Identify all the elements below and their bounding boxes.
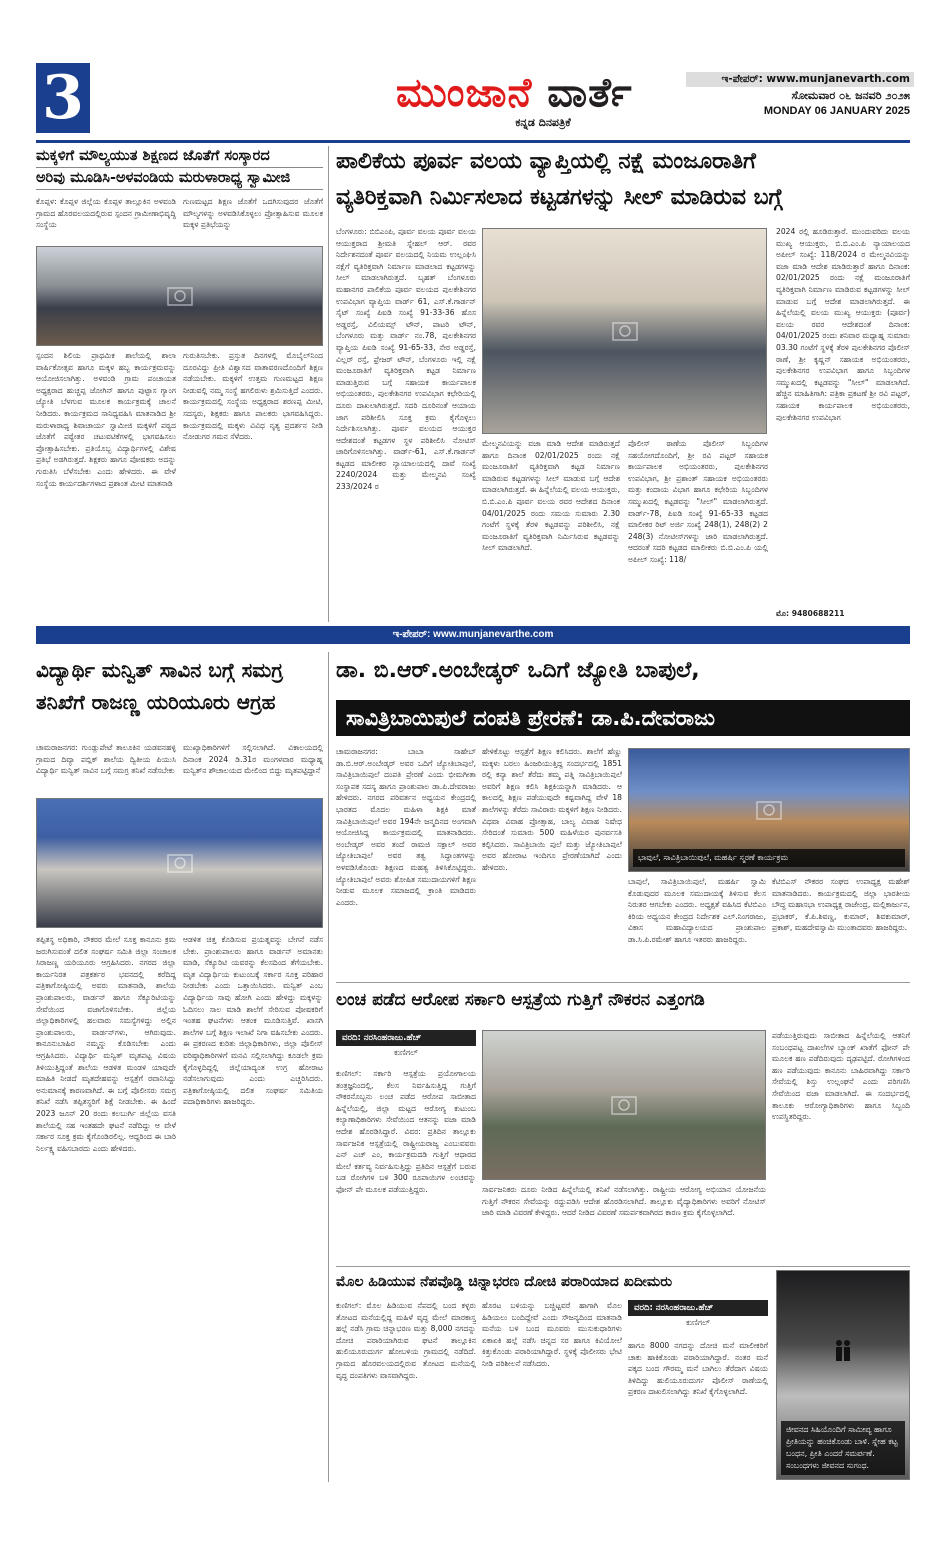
- article-ambedkar-headline-1: [336, 654, 910, 690]
- english-date: MONDAY 06 JANUARY 2025: [763, 105, 910, 117]
- article-body: ಬೆಂಗಳೂರು: ಬಿಬಿಎಂಪಿ, ಪೂರ್ವ ವಲಯ ಪೂರ್ವ ವಲಯ ಆಯುಕ್ತರಾದ ಶ್ರೀಮತಿ ಸ್ನೇಹಲ್ ಆರ್. ರವರ ನಿರ್ದೇಶನದಂತೆ ಪೂರ್ವ ವಲಯದಲ್ಲಿ ನಿಯಮ ಉಲ್ಲಂಘಿಸಿ ನಕ್ಷೆಗೆ ವ್ಯತಿರಿಕ್ತವಾಗಿ ನಿರ್ಮಾಣ ಮಾಡಲಾದ ಕಟ್ಟಡಗಳನ್ನು ಸೀಲ್ ಮಾಡಲಾಗಿರುತ್ತದೆ. ಬೃಹತ್ ಬೆಂಗಳೂರು ಮಹಾನಗರ ಪಾಲಿಕೆಯ ಪೂರ್ವ ವಲಯದ ಪುಲಕೇಶಿನಗರ ಉಪವಿಭಾಗ ವ್ಯಾಪ್ತಿಯ ವಾರ್ಡ್ 61, ಎಸ್.ಕೆ.ಗಾರ್ಡನ್ ಸೈಟ್ ಸಂಖ್ಯೆ ಪಿಐಡಿ ಸಂಖ್ಯೆ 91-33-36 ಹೊಸ ಅಡ್ಡರಸ್ತೆ, ವಿಲಿಯಮ್ಸ್ ಟೌನ್, ಪಾಟರಿ ಟೌನ್, ಬೆಂಗಳೂರು ಮತ್ತು ವಾರ್ಡ್ ನಂ.78, ಪುಲಕೇಶಿನಗರ ವ್ಯಾಪ್ತಿಯ ಪಿಐಡಿ ಸಂಖ್ಯೆ 91-65-33, ನೇರ ಅಡ್ಡರಸ್ತೆ, ವಿಲ್ಲರ್ ರಸ್ತೆ, ಫ್ರೇಜರ್ ಟೌನ್, ಬೆಂಗಳೂರು ಇಲ್ಲಿ ನಕ್ಷೆ ಮಂಜೂರಾತಿಗೆ ವ್ಯತಿರಿಕ್ತವಾಗಿ ಕಟ್ಟಡ ನಿರ್ಮಾಣ ಮಾಡುತ್ತಿರುವ ಬಗ್ಗೆ ಸಹಾಯಕ ಕಾರ್ಯಪಾಲಕ ಅಭಿಯಂತರರು, ಪುಲಕೇಶಿನಗರ ಉಪವಿಭಾಗ ಕಛೇರಿಯಲ್ಲಿ ದೂರು ದಾಖಲಾಗಿರುತ್ತದೆ. ಸದರಿ ದೂರಿನಂತೆ ಆಯಾಯ ಜಾಗ ಪರಿಶೀಲಿಸಿ ಸೂಕ್ತ ಕ್ರಮ ಕೈಗೊಳ್ಳಲು ನಿರ್ದೇಶಿಸಲಾಗಿತ್ತು. ಪೂರ್ವ ವಲಯದ ಆಯುಕ್ತರ ಆದೇಶದಂತೆ ಕಟ್ಟಡಗಳ ಸ್ಥಳ ಪರಿಶೀಲಿಸಿ ನೋಟಿಸ್ ಜಾರಿಗೊಳಿಸಲಾಗಿತ್ತು. ವಾರ್ಡ್-61, ಎಸ್.ಕೆ.ಗಾರ್ಡನ್ ಕಟ್ಟಡದ ಮಾಲೀಕರ ನ್ಯಾಯಾಲಯದಲ್ಲಿ ದಾವೆ ಸಂಖ್ಯೆ 2240/2024 ಮತ್ತು ಮೇಲ್ಮನವಿ ಸಂಖ್ಯೆ 233/2024 ರ: [336, 227, 476, 492]
- row-divider: [336, 1266, 910, 1267]
- article-body: ಹೊರಟ ಬಳಿಯನ್ನು ಬಚ್ಚಿಟ್ಟವರೆ ಹಾಗಾಗಿ ಮೊಲ ಹಿಡಿಯಲು ಬಂದಿದ್ದೇವೆ ಎಂದು ಸೌಜನ್ಯದಿಂದ ಮಾತನಾಡಿ ಮನೆಯ ಬಳಿ ಬಂದ ಮೂವರು ಮುಸುಕುಧಾರಿಗಳು ಏಕಾಏಕಿ ಹಲ್ಲೆ ನಡೆಸಿ ಚಿನ್ನದ ಸರ ಹಾಗೂ ಕಿವಿಯೋಲೆ ಕಿತ್ತುಕೊಂಡು ಪರಾರಿಯಾಗಿದ್ದಾರೆ. ಸ್ಥಳಕ್ಕೆ ಪೊಲೀಸರು ಭೇಟಿ ನೀಡಿ ಪರಿಶೀಲನೆ ನಡೆಸಿದರು.: [482, 1301, 622, 1368]
- sealing-photo: [482, 228, 767, 434]
- masthead-rule: [36, 140, 910, 143]
- column-divider: [328, 652, 329, 1482]
- byline-box: [628, 1300, 768, 1332]
- photo-icon: [609, 1090, 639, 1120]
- title-part-1: ಮುಂಜಾನೆ: [396, 70, 533, 116]
- article-ambedkar-headline-2: ಸಾವಿತ್ರಿಬಾಯಿಪುಲೆ ದಂಪತಿ ಪ್ರೇರಣೆ: ಡಾ.ಪಿ.ದೇವರಾಜು: [336, 700, 910, 736]
- newspaper-title: [396, 70, 676, 116]
- quote-image: [776, 1270, 910, 1480]
- couple-silhouette-icon: [828, 1335, 858, 1365]
- article-body: ಚಾಮರಾಜನಗರ: ಬಾಬಾ ಸಾಹೇಬ್ ಡಾ.ಬಿ.ಆರ್.ಅಂಬೇಡ್ಕರ್ ಅವರ ಒದಿಗೆ ಜ್ಯೋತಿಬಾಪುಲೆ, ಸಾವಿತ್ರಿಬಾಯಿಪುಲೆ ದಂಪತಿ ಪ್ರೇರಣೆ ಎಂದು ಭೀಮಗೀತಾ ಸಂಸ್ಥಾಪಕ ಸದಸ್ಯ ಹಾಗೂ ಪ್ರಾಂಶುಪಾಲ ಡಾ.ಪಿ.ದೇವರಾಜು ಹೇಳಿದರು. ನಗರದ ಪರಿವರ್ತನ ಅಧ್ಯಯನ ಕೇಂದ್ರದಲ್ಲಿ ಭಾರತದ ಮೊದಲ ಮಹಿಳಾ ಶಿಕ್ಷಕಿ ಮಾತೆ ಸಾವಿತ್ರಿಬಾಯಿಪುಲೆ ಅವರ 194ನೇ ಜನ್ಮದಿನದ ಅಂಗವಾಗಿ ಆಯೋಜಿಸಿದ್ದ ಕಾರ್ಯಕ್ರಮದಲ್ಲಿ ಮಾತನಾಡಿದರು. ಅಂಬೇಡ್ಕರ್ ಅವರ ತಂದೆ ರಾಮಜಿ ಸಕ್ಪಾಲ್ ಅವರ ಜ್ಯೋತಿಬಾಪುಲೆ ಅವರ ತತ್ವ ಸಿದ್ಧಾಂತಗಳನ್ನು ಅಳವಡಿಸಿಕೊಂಡು ಶಿಕ್ಷಣದ ಮಹತ್ವ ತಿಳಿಸಿಕೊಟ್ಟಿದ್ದರು. ಜ್ಯೋತಿಬಾಪುಲೆ ಅವರು ಶೋಷಿತ ಸಮುದಾಯಗಳಿಗೆ ಶಿಕ್ಷಣ ನೀಡುವ ಮೂಲಕ ಸಮಾಜದಲ್ಲಿ ಕ್ರಾಂತಿ ಮಾಡಿದರು ಎಂದರು.: [336, 747, 476, 907]
- newspaper-tagline: ಕನ್ನಡ ದಿನಪತ್ರಿಕೆ: [515, 116, 571, 129]
- photo-caption: ಭಾವುಲೆ, ಸಾವಿತ್ರಿಬಾಯಿಪುಲೆ, ಮಹರ್ಷಿ ಸ್ಮರಣೆ ಕಾರ್ಯಕ್ರಮ: [633, 849, 905, 867]
- byline-box: [336, 1030, 476, 1062]
- article-chain-snatch-headline: ಮೊಲ ಹಿಡಿಯುವ ನೆಪವೊಡ್ಡಿ ಚಿನ್ನಾಭರಣ ದೋಚಿ ಪರಾರಿಯಾದ ಖದೀಮರು: [336, 1274, 673, 1290]
- hospital-photo: [482, 1030, 766, 1180]
- article-body: ಆಡಳಿತ ಚಿತ್ತ ಕೊಡಿಸುವ ಪ್ರಯತ್ನವನ್ನು ಬೇಗನೆ ನಡೆಸ ಬೇಕು. ಪ್ರಾಂಶುಪಾಲರು ಹಾಗೂ ವಾರ್ಡನ್ ಅಮಾನತು ಮಾಡಿ, ಸೆಕ್ಯೂರಿಟಿ ಯವರನ್ನು ಕೆಲಸದಿಂದ ತೆಗೆಯಬೇಕು. ಮೃತ ವಿದ್ಯಾರ್ಥಿಯ ಕುಟುಂಬಕ್ಕೆ ಸರ್ಕಾರ ಸೂಕ್ತ ಪರಿಹಾರ ನೀಡಬೇಕು ಎಂದು ಒತ್ತಾಯಿಸಿದರು. ಮನ್ವಿತ್ ಎಂಬ ವಿದ್ಯಾರ್ಥಿಯ ಸಾವು ಹೋಗಿ ಎಂದು ಹೇಳಿದ್ದು ಮಕ್ಕಳನ್ನು ಓದಿಸಲು ಸಾಲ ಮಾಡಿ ಶಾಲೆಗೆ ಸೇರಿಸುವ ಪೋಷಕರಿಗೆ ಇಂತಹ ಘಟನೆಗಳು ಆತಂಕ ಮೂಡಿಸುತ್ತಿವೆ. ಖಾಸಗಿ ಶಾಲೆಗಳ ಬಗ್ಗೆ ಶಿಕ್ಷಣ ಇಲಾಖೆ ನಿಗಾ ವಹಿಸಬೇಕು ಎಂದರು. ಈ ಪ್ರಕರಣದ ಕುರಿತು ಜಿಲ್ಲಾಧಿಕಾರಿಗಳು, ಜಿಲ್ಲಾ ಪೊಲೀಸ್ ವರಿಷ್ಠಾಧಿಕಾರಿಗಳಿಗೆ ಮನವಿ ಸಲ್ಲಿಸಲಾಗಿದ್ದು ಕೂಡಲೇ ಕ್ರಮ ಕೈಗೊಳ್ಳದಿದ್ದಲ್ಲಿ ಜಿಲ್ಲೆಯಾದ್ಯಂತ ಉಗ್ರ ಹೋರಾಟ ನಡೆಸಲಾಗುವುದು ಎಂದು ಎಚ್ಚರಿಸಿದರು. ಪತ್ರಿಕಾಗೋಷ್ಠಿಯಲ್ಲಿ ದಲಿತ ಸಂಘರ್ಷ ಸಮಿತಿಯ ಪದಾಧಿಕಾರಿಗಳು ಹಾಜರಿದ್ದರು.: [183, 935, 323, 1107]
- press-meet-photo: [36, 798, 323, 928]
- photo-icon: [165, 281, 195, 311]
- headline-line: ವ್ಯತಿರಿಕ್ತವಾಗಿ ನಿರ್ಮಿಸಲಾದ ಕಟ್ಟಡಗಳನ್ನು ಸೀಲ್ ಮಾಡಿರುವ ಬಗ್ಗೆ: [336, 185, 783, 210]
- article-body: ಪೊಲೀಸ್ ಠಾಣೆಯ ಪೊಲೀಸ್ ಸಿಬ್ಬಂದಿಗಳ ಸಹಯೋಗದೊಂದಿಗೆ, ಶ್ರೀ ರವಿ ಪಟ್ಟರ್ ಸಹಾಯಕ ಕಾರ್ಯಪಾಲಕ ಅಭಿಯಂತರರು, ಪುಲಕೇಶಿನಗರ ಉಪವಿಭಾಗ, ಶ್ರೀ ಪ್ರಶಾಂತ್ ಸಹಾಯಕ ಅಭಿಯಂತರರು ಮತ್ತು ಕಂದಾಯ ವಿಭಾಗ ಹಾಗೂ ಕಛೇರಿಯ ಸಿಬ್ಬಂದಿಗಳ ಸಮ್ಮುಖದಲ್ಲಿ ಕಟ್ಟಡವನ್ನು "ಸೀಲ್" ಮಾಡಲಾಗಿರುತ್ತದೆ. ವಾರ್ಡ್-78, ಪಿಐಡಿ ಸಂಖ್ಯೆ 91-65-33 ಕಟ್ಟಡದ ಮಾಲೀಕರ ರಿಟ್ ಅರ್ಜಿ ಸಂಖ್ಯೆ 248(1), 248(2) 2 248(3) ನೋಟೀಸ್‌ಗಳನ್ನು ಜಾರಿ ಮಾಡಲಾಗಿರುತ್ತದೆ. ಆದರಂತೆ ಸದರಿ ಕಟ್ಟಡದ ಮಾಲೀಕರು ಬಿ.ಬಿ.ಎಂ.ಪಿ ಯಲ್ಲಿ ಅಪೀಲ್ ಸಂಖ್ಯೆ: 118/: [628, 439, 768, 564]
- article-body: ತಪ್ಪಿತಸ್ಥ ಅಧಿಕಾರಿ, ನೌಕರರ ಮೇಲೆ ಸೂಕ್ತ ಕಾನೂನು ಕ್ರಮ ಜರುಗಿಸುವಂತೆ ದಲಿತ ಸಂಘರ್ಷ ಸಮಿತಿ ಜಿಲ್ಲಾ ಸಂಚಾಲಕ ಸಿರಾಜಣ್ಣ ಯರಿಯೂರು ಆಗ್ರಹಿಸಿದರು. ನಗರದ ಜಿಲ್ಲಾ ಕಾರ್ಯನಿರತ ಪತ್ರಕರ್ತರ ಭವನದಲ್ಲಿ ಕರೆದಿದ್ದ ಪತ್ರಿಕಾಗೋಷ್ಠಿಯಲ್ಲಿ ಅವರು ಮಾತನಾಡಿ, ಶಾಲೆಯ ಪ್ರಾಂಶುಪಾಲರು, ವಾರ್ಡನ್ ಹಾಗೂ ಸೆಕ್ಯೂರಿಟಿಯನ್ನು ಸೇವೆಯಿಂದ ವಜಾಗೊಳಿಸಬೇಕು. ಜಿಲ್ಲೆಯ ಜಿಲ್ಲಾಧಿಕಾರಿಗಳಲ್ಲಿ ಹಲವಾರು ಸಮಸ್ಯೆಗಳಿದ್ದು ಅಲ್ಲಿನ ಪ್ರಾಂಶುಪಾಲರು, ವಾರ್ಡನ್‌ಗಳು, ಆಗಿರುವುದು. ಕಾನೂನುಬಾಹಿರ ನಮ್ಮನ್ನು ಕೊಡಿಸಬೇಕು ಎಂದು ಆಗ್ರಹಿಸಿದರು. ವಿದ್ಯಾರ್ಥಿ ಮನ್ವಿತ್ ಮೃತಪಟ್ಟ ವಿಷಯ ತಿಳಿಯುತ್ತಿದ್ದಂತೆ ಶಾಲೆಯ ಆಡಳಿತ ಮಂಡಳಿ ಯಾವುದೇ ಮಾಹಿತಿ ನೀಡದೆ ಮೃತದೇಹವನ್ನು ಆಸ್ಪತ್ರೆಗೆ ರವಾನಿಸಿದ್ದು ಅನುಮಾನಕ್ಕೆ ಕಾರಣವಾಗಿದೆ. ಈ ಬಗ್ಗೆ ಪೊಲೀಸರು ಸಮಗ್ರ ತನಿಖೆ ನಡೆಸಿ ತಪ್ಪಿತಸ್ಥರಿಗೆ ಶಿಕ್ಷೆ ನೀಡಬೇಕು. ಈ ಹಿಂದೆ 2023 ಜೂನ್ 20 ರಂದು ಕಲಬುರ್ಗಿ ಜಿಲ್ಲೆಯ ವಸತಿ ಶಾಲೆಯಲ್ಲಿ ಸಹ ಇಂತಹದೇ ಘಟನೆ ನಡೆದಿದ್ದು ಆ ವೇಳೆ ಸರ್ಕಾರ ಸೂಕ್ತ ಕ್ರಮ ಕೈಗೊಂಡಿರಲಿಲ್ಲ. ಆದ್ದರಿಂದ ಈ ಬಾರಿ ನಿರ್ಲಕ್ಷ್ಯ ವಹಿಸಬಾರದು ಎಂದು ಹೇಳಿದರು.: [36, 935, 176, 1153]
- quote-caption: ಜೀವನದ ಸಿಹಿಯೊಂದಿಗೆ ಸಾಮೀಪ್ಯ ಹಾಗೂ ಪ್ರೀತಿಯನ್ನು ಹಂಚಿಕೊಂಡು ಬಾಳಿ. ಸ್ನೇಹ ಕಟ್ಟ ಬಂಧನ, ಪ್ರೀತಿ ಎಂದರೆ ಸಮರ್ಪಣೆ. ಸಂಬಂಧಗಳು ಜೀವನದ ಸುಗಂಧ.: [781, 1421, 905, 1475]
- headline-line: ಅರಿವು ಮೂಡಿಸಿ-ಅಳವಂಡಿಯ ಮರುಳಾರಾಧ್ಯ ಸ್ವಾಮೀಜಿ: [36, 168, 323, 190]
- headline-line: ಡಾ. ಬಿ.ಆರ್.ಅಂಬೇಡ್ಕರ್ ಒದಿಗೆ ಜ್ಯೋತಿ ಬಾಪುಲೆ,: [336, 658, 700, 683]
- article-body: ಕೆಟಿಬಿಎಸ್ ನೌಕರರ ಸಂಘದ ಉಪಾಧ್ಯಕ್ಷ ಮಹೇಶ್ ಮಾತನಾಡಿದರು. ಕಾರ್ಯಕ್ರಮದಲ್ಲಿ ಜಿಲ್ಲಾ ಭಾರತೀಯ ಬೌದ್ಧ ಮಹಾಸಭಾ ಉಪಾಧ್ಯಕ್ಷ ರಾಜೇಂದ್ರ, ಮಲ್ಲಿಕಾರ್ಜುನ, ಪ್ರಭಾಕರ್, ಕೆ.ಪಿ.ಶಿವಣ್ಣ, ಕುಮಾರ್, ಶಿವಕುಮಾರ್, ಪ್ರಕಾಶ್, ಮಹದೇವಸ್ವಾಮಿ ಮುಂತಾದವರು ಹಾಜರಿದ್ದರು.: [772, 877, 910, 933]
- article-body: ಹಾಗೂ 8000 ನಗದನ್ನು ದೋಚಿ ಮನೆ ಮಾಲೀಕರಿಗೆ ಚಾಕು ಹಾಕಿಕೊಂಡು ಪರಾರಿಯಾಗಿದ್ದಾರೆ. ನಂತರ ಮನೆ ಪಕ್ಕದ ಬಂದ ಗೌರಮ್ಮ ಮನೆ ಬಾಗಿಲು ತೆರೆದಾಗ ವಿಷಯ ತಿಳಿದಿದ್ದು ಹುಲಿಯೂರುದುರ್ಗ ಪೊಲೀಸ್ ಠಾಣೆಯಲ್ಲಿ ಪ್ರಕರಣ ದಾಖಲಿಸಲಾಗಿದ್ದು ತನಿಖೆ ಕೈಗೊಳ್ಳಲಾಗಿದೆ.: [628, 1341, 768, 1397]
- article-body: 2024 ರಲ್ಲಿ ಹೂಡಿರುತ್ತಾರೆ. ಮುಂದುವರಿದು ವಲಯ ಮುಖ್ಯ ಆಯುಕ್ತರು, ಬಿ.ಬಿ.ಎಂ.ಪಿ ನ್ಯಾಯಾಲಯದ ಅಪೀಲ್ ಸಂಖ್ಯೆ: 118/2024 ರ ಮೇಲ್ಮನವಿಯನ್ನು ವಜಾ ಮಾಡಿ ಆದೇಶ ಮಾಡಿರುತ್ತಾರೆ ಹಾಗೂ ದಿನಾಂಕ: 02/01/2025 ರಂದು ನಕ್ಷೆ ಮಂಜೂರಾತಿಗೆ ವ್ಯತಿರಿಕ್ತವಾಗಿ ನಿರ್ಮಾಣ ಮಾಡಿರುವ ಕಟ್ಟಡಗಳನ್ನು ಸೀಲ್ ಮಾಡುವ ಬಗ್ಗೆ ಆದೇಶ ಮಾಡಲಾಗಿರುತ್ತದೆ. ಈ ಹಿನ್ನೆಲೆಯಲ್ಲಿ ವಲಯ ಮುಖ್ಯ ಆಯುಕ್ತರು (ಪೂರ್ವ) ವಲಯ ರವರ ಆದೇಶದಂತೆ ದಿನಾಂಕ: 04/01/2025 ರಂದು ಶನಿವಾರ ಮಧ್ಯಾಹ್ನ ಸುಮಾರು 03.30 ಗಂಟೆಗೆ ಸ್ಥಳಕ್ಕೆ ತೆರಳಿ ಪುಲಕೇಶಿನಗರ ಪೊಲೀಸ್ ಠಾಣೆ, ಶ್ರೀ ಕೃಷ್ಣನ್ ಸಹಾಯಕ ಅಭಿಯಂತರರು, ಪುಲಕೇಶಿನಗರ ಉಪವಿಭಾಗ ಹಾಗೂ ಸಿಬ್ಬಂದಿಗಳ ಸಮ್ಮುಖದಲ್ಲಿ ಕಟ್ಟಡವನ್ನು "ಸೀಲ್" ಮಾಡಲಾಗಿದೆ. ಹೆಚ್ಚಿನ ಮಾಹಿತಿಗಾಗಿ: ಪತ್ರಿಕಾ ಪ್ರಕಟಣೆ ಶ್ರೀ ರವಿ ಪಟ್ಟರ್, ಸಹಾಯಕ ಕಾರ್ಯಪಾಲಕ ಅಭಿಯಂತರರು, ಪುಲಕೇಶಿನಗರ ಉಪವಿಭಾಗ: [776, 227, 910, 422]
- article-body: ಕೊಪ್ಪಳ: ಕೊಪ್ಪಳ ಜಿಲ್ಲೆಯ ಕೊಪ್ಪಳ ತಾಲ್ಲೂಕಿನ ಅಳವಂಡಿ ಗ್ರಾಮದ ಹೊರವಲಯದಲ್ಲಿರುವ ಸ್ಪಂದನ ಗ್ರಾಮೀಣಾಭಿವೃದ್ಧಿ ಸಂಸ್ಥೆಯ: [36, 197, 176, 230]
- kannada-date: ಸೋಮವಾರ ೦೬ ಜನವರಿ ೨೦೨೫: [791, 89, 910, 102]
- article-body: ಕುಣಿಗಲ್: ಮೊಲ ಹಿಡಿಯುವ ನೆಪದಲ್ಲಿ ಬಂದ ಕಳ್ಳರು ತೋಟದ ಮನೆಯಲ್ಲಿದ್ದ ಮಹಿಳೆ ವೃದ್ಧ ಮೇಲೆ ಮಾರಕಾಸ್ತ್ರ ಹಲ್ಲೆ ನಡೆಸಿ ಗ್ರಾಮ ಚಿನ್ನಾಭರಣ ಮತ್ತು 8,000 ನಗದನ್ನು ದೋಚಿ ಪರಾರಿಯಾಗಿರುವ ಘಟನೆ ತಾಲ್ಲೂಕಿನ ಹುಲಿಯೂರುದುರ್ಗ ಹೋಬಳಿಯ ಗ್ರಾಮದಲ್ಲಿ ನಡೆದಿದೆ. ಗ್ರಾಮದ ಹೊರವಲಯದಲ್ಲಿರುವ ತೋಟದ ಮನೆಯಲ್ಲಿ ವೃದ್ಧ ದಂಪತಿಗಳು ವಾಸವಾಗಿದ್ದರು.: [336, 1301, 476, 1380]
- photo-icon: [165, 848, 195, 878]
- article-body: ಸಾರ್ವಜನಿಕರು ದೂರು ನೀಡಿದ ಹಿನ್ನೆಲೆಯಲ್ಲಿ ತನಿಖೆ ನಡೆಸಲಾಗಿತ್ತು. ರಾಷ್ಟ್ರೀಯ ಆರೋಗ್ಯ ಅಭಿಯಾನ ಯೋಜನೆಯ ಗುತ್ತಿಗೆ ನೌಕರನ ಸೇವೆಯನ್ನು ರದ್ದುಪಡಿಸಿ ಆದೇಶ ಹೊರಡಿಸಲಾಗಿದೆ. ತಾಲ್ಲೂಕು ವೈದ್ಯಾಧಿಕಾರಿಗಳು ಅವರಿಗೆ ನೋಟಿಸ್ ಜಾರಿ ಮಾಡಿ ವಿವರಣೆ ಕೇಳಿದ್ದರು. ಆದರೆ ನೀಡಿದ ವಿವರಣೆ ಸಮರ್ಪಕವಾಗಿರದ ಕಾರಣ ಕ್ರಮ ಕೈಗೊಳ್ಳಲಾಗಿದೆ.: [482, 1185, 766, 1218]
- article-student-death-headline: [36, 654, 323, 726]
- article-body: ಗುಣಮಟ್ಟದ ಶಿಕ್ಷಣ ಜೊತೆಗೆ ಒದಗಿಸುವುದರ ಜೊತೆಗೆ ಮೌಲ್ಯಗಳನ್ನು ಅಳವಡಿಸಿಕೊಳ್ಳಲು ಪ್ರೋತ್ಸಾಹಿಸುವ ಮೂಲಕ ಮಕ್ಕಳ ಪ್ರತಿಭೆಯನ್ನು: [183, 197, 323, 230]
- ceremony-photo: [36, 246, 323, 346]
- column-divider: [328, 146, 329, 622]
- byline-place: ಕುಣಿಗಲ್: [394, 1048, 418, 1057]
- article-body: ಬಾಪುಲೆ, ಸಾವಿತ್ರಿಬಾಯಿಪುಲೆ, ಮಹರ್ಷಿ ಸ್ವಾಮಿ ಕೊಡುವುದರ ಮೂಲಕ ಸಮುದಾಯಕ್ಕೆ ತಿಳಿಸುವ ಕೆಲಸ ನಿರುತರ ಆಗಬೇಕು ಎಂದರು. ಅಧ್ಯಕ್ಷತೆ ವಹಿಸಿದ ಕೆಟಿಬಿಎಂ ಕಿರಿಯ ಅಧ್ಯಯನ ಕೇಂದ್ರದ ನಿರ್ದೇಶಕ ಎಲ್.ನಿಂಗರಾಜು, ವಿಕಾಸ ಮಹಾವಿದ್ಯಾಲಯದ ಪ್ರಾಂಶುಪಾಲ ಡಾ.ಸಿ.ಪಿ.ರಮೇಶ್ ಹಾಗೂ ಇತರರು ಹಾಜರಿದ್ದರು.: [628, 877, 766, 944]
- byline: ವರದಿ: ನರಸಿಂಹರಾಜು.ಹೆಚ್: [628, 1300, 768, 1316]
- photo-icon: [610, 316, 640, 346]
- contact-phone: ಮೊ: 9480688211: [776, 609, 845, 618]
- byline: ವರದಿ: ನರಸಿಂಹರಾಜು.ಹೆಚ್: [336, 1030, 476, 1046]
- article-body: ಮುಖ್ಯಾಧಿಕಾರಿಗಳಿಗೆ ಸಲ್ಲಿಸಲಾಗಿದೆ. ವಿಕಾಲಯದಲ್ಲಿ ದಿನಾಂಕ 2024 ಡಿ.31ರ ಮಂಗಳವಾರ ಮಧ್ಯಾಹ್ನ ಮನ್ವಿತ್‌ನ ಶೌಚಾಲಯದ ಮೇಲಿಂದ ಬಿದ್ದು ಮೃತಪಟ್ಟಿದ್ದಾನೆ: [183, 743, 323, 776]
- article-body: ಹೇಳಿಕೊಟ್ಟು ಆಸ್ಪತ್ರೆಗೆ ಶಿಕ್ಷಣ ಕಲಿಸಿದರು. ಶಾಲೆಗೆ ಹೆಣ್ಣು ಮಕ್ಕಳು ಬರಲು ಹಿಂಜರಿಯುತ್ತಿದ್ದ ಸಂದರ್ಭದಲ್ಲಿ 1851 ರಲ್ಲಿ ಕನ್ಯಾ ಶಾಲೆ ತೆರೆದು ತಮ್ಮ ಪತ್ನಿ ಸಾವಿತ್ರಿಬಾಯಿಪುಲೆ ಅವರಿಗೆ ಶಿಕ್ಷಣ ಕಲಿಸಿ ಶಿಕ್ಷಕಿಯನ್ನಾಗಿ ಮಾಡಿದರು. ಆ ಕಾಲದಲ್ಲಿ ಶಿಕ್ಷಣ ಪಡೆಯುವುದೇ ಕಷ್ಟವಾಗಿದ್ದ ವೇಳೆ 18 ಶಾಲೆಗಳನ್ನು ತೆರೆದು ಸಾವಿರಾರು ಮಕ್ಕಳಿಗೆ ಶಿಕ್ಷಣ ನೀಡಿದರು. ವಿಧವಾ ವಿವಾಹ ಪ್ರೋತ್ಸಾಹ, ಬಾಲ್ಯ ವಿವಾಹ ನಿಷೇಧ ಸೇರಿದಂತೆ ಸುಮಾರು 500 ಮಹಿಳೆಯರ ಪುನರ್ವಸತಿ ಕಲ್ಪಿಸಿದರು. ಸಾವಿತ್ರಿಬಾಯಿ ಪುಲೆ ಮತ್ತು ಜ್ಯೋತಿಬಾಪುಲೆ ಅವರ ಹೋರಾಟ ಇಂದಿಗೂ ಪ್ರೇರಣೆಯಾಗಿದೆ ಎಂದು ಹೇಳಿದರು.: [482, 747, 622, 872]
- article-body: ಪಡೆಯುತ್ತಿರುವುದು ಸಾಬೀತಾದ ಹಿನ್ನೆಲೆಯಲ್ಲಿ ಆತನಿಗೆ ಸಂಬಂಧಪಟ್ಟ ದಾಖಲೆಗಳ ಬ್ಯಾಂಕ್ ಖಾತೆಗೆ ಫೋನ್ ಪೇ ಮೂಲಕ ಹಣ ಪಡೆದಿರುವುದು ದೃಢಪಟ್ಟಿದೆ. ರೋಗಿಗಳಿಂದ ಹಣ ಪಡೆಯುವುದು ಕಾನೂನು ಬಾಹಿರವಾಗಿದ್ದು ಸರ್ಕಾರಿ ಸೇವೆಯಲ್ಲಿ ಶಿಸ್ತು ಉಲ್ಲಂಘನೆ ಎಂದು ಪರಿಗಣಿಸಿ ಸೇವೆಯಿಂದ ವಜಾ ಮಾಡಲಾಗಿದೆ. ಈ ಸಂದರ್ಭದಲ್ಲಿ ತಾಲೂಕು ಆರೋಗ್ಯಾಧಿಕಾರಿಗಳು ಹಾಗೂ ಸಿಬ್ಬಂದಿ ಉಪಸ್ಥಿತರಿದ್ದರು.: [772, 1031, 910, 1122]
- article-body: ಗುರುತಿಸಬೇಕು. ಪ್ರಸ್ತುತ ದಿನಗಳಲ್ಲಿ ಮೊಬೈಲ್‌ನಿಂದ ದೂರವಿದ್ದು ಪ್ರೀತಿ ವಿಶ್ವಾಸದ ವಾತಾವರಣದೊಂದಿಗೆ ಶಿಕ್ಷಣ ನಡೆಯಬೇಕು. ಮಕ್ಕಳಿಗೆ ಉತ್ತಮ ಗುಣಮಟ್ಟದ ಶಿಕ್ಷಣ ನೀಡುವಲ್ಲಿ ನಮ್ಮ ಸಂಸ್ಥೆ ಹಗಲಿರುಳು ಶ್ರಮಿಸುತ್ತಿದೆ ಎಂದರು. ಕಾರ್ಯಕ್ರಮದಲ್ಲಿ ಸಂಸ್ಥೆಯ ಅಧ್ಯಕ್ಷರಾದ ಶರಣಪ್ಪ ಮೀಟಿ, ಸದಸ್ಯರು, ಶಿಕ್ಷಕರು ಹಾಗೂ ಪಾಲಕರು ಭಾಗವಹಿಸಿದ್ದರು. ಕಾರ್ಯಕ್ರಮದಲ್ಲಿ ಮಕ್ಕಳು ವಿವಿಧ ನೃತ್ಯ ಪ್ರದರ್ಶನ ನೀಡಿ ನೋಡುಗರ ಗಮನ ಸೆಳೆದರು.: [183, 351, 323, 442]
- article-body: ಮೇಲ್ಮನವಿಯನ್ನು ವಜಾ ಮಾಡಿ ಆದೇಶ ಮಾಡಿರುತ್ತದೆ ಹಾಗೂ ದಿನಾಂಕ 02/01/2025 ರಂದು ನಕ್ಷೆ ಮಂಜೂರಾತಿಗೆ ವ್ಯತಿರಿಕ್ತವಾಗಿ ಕಟ್ಟಡ ನಿರ್ಮಾಣ ಮಾಡಿರುವ ಕಟ್ಟಡಗಳನ್ನು ಸೀಲ್ ಮಾಡುವ ಬಗ್ಗೆ ಆದೇಶ ಮಾಡಲಾಗಿರುತ್ತದೆ. ಈ ಹಿನ್ನೆಲೆಯಲ್ಲಿ ವಲಯ ಆಯುಕ್ತರು, ಬಿ.ಬಿ.ಎಂ.ಪಿ ಪೂರ್ವ ವಲಯ ರವರ ಆದೇಶದ ದಿನಾಂಕ 04/01/2025 ರಂದು ಸಮಯ ಸುಮಾರು 2.30 ಗಂಟೆಗೆ ಸ್ಥಳಕ್ಕೆ ತೆರಳಿ ಕಟ್ಟಡವನ್ನು ಪರಿಶೀಲಿಸಿ, ನಕ್ಷೆ ಮಂಜೂರಾತಿಗೆ ವ್ಯತಿರಿಕ್ತವಾಗಿ ನಿರ್ಮಿಸಿರುವ ಕಟ್ಟಡವನ್ನು ಸೀಲ್ ಮಾಡಲಾಗಿದೆ.: [482, 439, 620, 553]
- headline-line: ಪಾಲಿಕೆಯ ಪೂರ್ವ ವಲಯ ವ್ಯಾಪ್ತಿಯಲ್ಲಿ ನಕ್ಷೆ ಮಂಜೂರಾತಿಗೆ: [336, 149, 756, 174]
- headline-line: ಮಕ್ಕಳಿಗೆ ಮೌಲ್ಯಯುತ ಶಿಕ್ಷಣದ ಜೊತೆಗೆ ಸಂಸ್ಕಾರದ: [36, 146, 323, 168]
- article-bribery-headline: ಲಂಚ ಪಡೆದ ಆರೋಪ ಸರ್ಕಾರಿ ಆಸ್ಪತ್ರೆಯ ಗುತ್ತಿಗೆ ನೌಕರನ ಎತ್ತಂಗಡಿ: [336, 990, 705, 1010]
- article-body: ಚಾಮರಾಜನಗರ: ಗುಂಡ್ಲುಪೇಟೆ ತಾಲೂಕಿನ ಯಡವನಹಳ್ಳಿ ಗ್ರಾಮದ ದಿವ್ಯಾ ಪಬ್ಲಿಕ್ ಶಾಲೆಯ ದ್ವಿತೀಯ ಪಿಯುಸಿ ವಿದ್ಯಾರ್ಥಿ ಮನ್ವಿತ್ ಸಾವಿನ ಬಗ್ಗೆ ಸಮಗ್ರ ತನಿಖೆ ನಡೆಸಬೇಕು: [36, 743, 176, 776]
- masthead-info: [686, 72, 914, 142]
- headline-line: ವಿದ್ಯಾರ್ಥಿ ಮನ್ವಿತ್ ಸಾವಿನ ಬಗ್ಗೆ ಸಮಗ್ರ: [36, 658, 283, 682]
- article-body: ಕುಣಿಗಲ್: ಸರ್ಕಾರಿ ಆಸ್ಪತ್ರೆಯ ಪ್ರಯೋಗಾಲಯ ತಂತ್ರಜ್ಞನಿಂದಲ್ಲಿ, ಕೆಲಸ ನಿರ್ವಹಿಸುತ್ತಿದ್ದ ಗುತ್ತಿಗೆ ನೌಕರನೊಬ್ಬನು ಲಂಚ ಪಡೆದ ಆರೋಪ ಸಾಬೀತಾದ ಹಿನ್ನೆಲೆಯಲ್ಲಿ, ಜಿಲ್ಲಾ ಮಟ್ಟದ ಆರೋಗ್ಯ ಕುಟುಂಬ ಕಲ್ಯಾಣಾಧಿಕಾರಿಗಳು ಸೇವೆಯಿಂದ ಆತನನ್ನು ವಜಾ ಮಾಡಿ ಆದೇಶ ಹೊರಡಿಸಿದ್ದಾರೆ. ವಿವರ: ಪ್ರತಿದಿನ ತಾಲ್ಲೂಕು ಸಾರ್ವಜನಿಕ ಆಸ್ಪತ್ರೆಯಲ್ಲಿ ರಾಷ್ಟ್ರೀಯರಾಜ್ಯ ಎಂಬುವವರು ಎನ್ ಎಚ್ ಎಂ, ಕಾರ್ಯಕ್ರಮದಡಿ ಗುತ್ತಿಗೆ ಆಧಾರದ ಮೇಲೆ ಕರ್ತವ್ಯ ನಿರ್ವಹಿಸುತ್ತಿದ್ದು ಪ್ರತಿದಿನ ಆಸ್ಪತ್ರೆಗೆ ಬರುವ ಬಡ ರೋಗಿಗಳ ಬಳಿ 300 ರೂಪಾಯಿಗಳ ಲಂಚವನ್ನು ಫೋನ್ ಪೇ ಮೂಲಕ ಪಡೆಯುತ್ತಿದ್ದರು.: [336, 1069, 476, 1194]
- photo-icon: [754, 795, 784, 825]
- epaper-url[interactable]: ಇ-ಪೇಪರ್: www.munjanevarth.com: [686, 72, 914, 87]
- article-palike-headline: [336, 144, 910, 220]
- event-photo: [628, 748, 910, 872]
- page-number: 3: [36, 63, 90, 133]
- row-divider: [336, 982, 910, 983]
- headline-line: ತನಿಖೆಗೆ ರಾಜಣ್ಣ ಯರಿಯೂರು ಆಗ್ರಹ: [36, 690, 276, 714]
- title-part-2: ವಾರ್ತೆ: [547, 70, 633, 116]
- epaper-strip[interactable]: ಇ-ಪೇಪರ್: www.munjanevarthe.com: [36, 626, 910, 644]
- byline-place: ಕುಣಿಗಲ್: [686, 1318, 710, 1327]
- article-body: ಸ್ಪಂದನ ಶಿಲಿಯ ಪ್ರಾಥಮಿಕ ಶಾಲೆಯಲ್ಲಿ ಶಾಲಾ ವಾರ್ಷಿಕೋತ್ಸವ ಹಾಗೂ ಮಕ್ಕಳ ಹಬ್ಬ ಕಾರ್ಯಕ್ರಮವನ್ನು ಆಯೋಜಿಸಲಾಗಿತ್ತು. ಅಳವಂಡಿ ಗ್ರಾಮ ಪಂಚಾಯತ ಅಧ್ಯಕ್ಷರಾದ ಹುಚ್ಚಪ್ಪ ಜೋಗಿನ್ ಹಾಗೂ ಪುಟ್ಟಾಸ ಗ್ಯಾಂಗ ಜ್ಯೋತಿ ಬೆಳಗುವ ಮೂಲಕ ಕಾರ್ಯಕ್ರಮಕ್ಕೆ ಚಾಲನೆ ನೀಡಿದರು. ಕಾರ್ಯಕ್ರಮದ ಸಾನಿಧ್ಯವಹಿಸಿ ಮಾತನಾಡಿದ ಶ್ರೀ ಮರುಳಾರಾಧ್ಯ ಶಿವಾಚಾರ್ಯ ಸ್ವಾಮೀಜಿ ಮಕ್ಕಳಿಗೆ ಪಠ್ಯದ ಜೊತೆಗೆ ಪಠ್ಯೇತರ ಚಟುವಟಿಕೆಗಳಲ್ಲಿ ಭಾಗವಹಿಸಲು ಪ್ರೋತ್ಸಾಹಿಸಬೇಕು. ಪ್ರತಿಯೊಬ್ಬ ವಿದ್ಯಾರ್ಥಿಗಳಲ್ಲಿ ವಿಶೇಷ ಪ್ರತಿಭೆ ಅಡಗಿರುತ್ತದೆ. ಶಿಕ್ಷಕರು ಹಾಗೂ ಪೋಷಕರು ಅದನ್ನು ಗುರುತಿಸಿ ಬೆಳೆಸಬೇಕು ಎಂದು ಹೇಳಿದರು. ಈ ವೇಳೆ ಸಂಸ್ಥೆಯ ಕಾರ್ಯದರ್ಶಿಗಳಾದ ಪ್ರಶಾಂತ ಮೀಟಿ ಮಾತನಾಡಿ: [36, 351, 176, 488]
- article-values-education-headline: [36, 146, 323, 192]
